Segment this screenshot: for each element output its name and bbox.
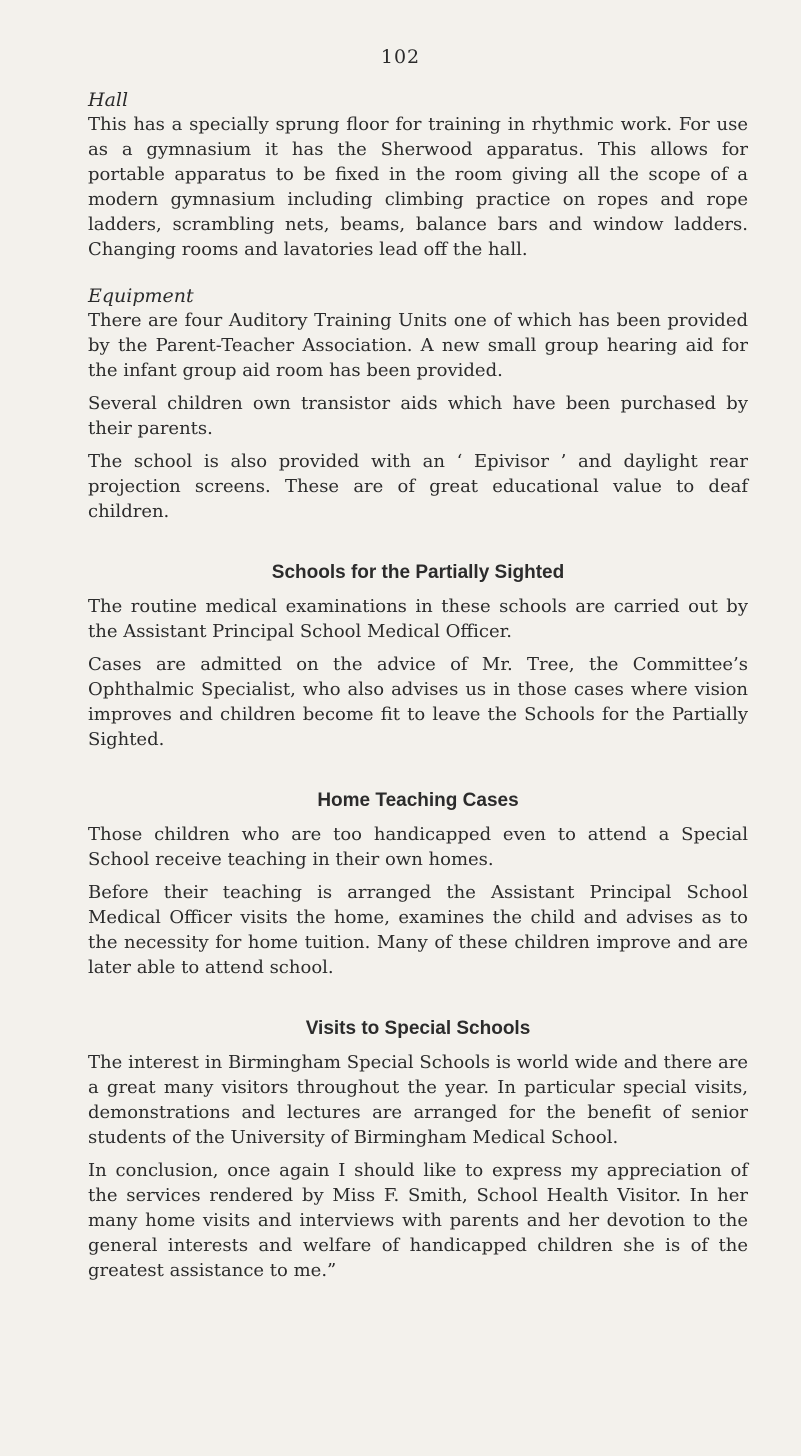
home-teaching-heading: Home Teaching Cases bbox=[317, 790, 519, 811]
hall-paragraph-1: This has a specially sprung floor for training in rhythmic work. For use as a gymnasium it has the Sherwood apparatus. This allows for portable apparatus to be fixed in the room giving all the scope of a modern gymnasium including climbing practice on ropes and rope ladders, scrambling nets, beams, balance bars and window ladders. Changing rooms and lavatories lead off the hall. bbox=[88, 114, 748, 260]
visits-paragraph-1: The interest in Birmingham Special Schools is world wide and there are a great many visitors throughout the year. In particular special visits, demonstrations and lectures are arranged for the benefit of senior students of the University of Birmingham Medical School. bbox=[88, 1052, 748, 1148]
equipment-paragraph-2: Several children own transistor aids which have been purchased by their parents. bbox=[88, 393, 748, 439]
page-content bbox=[88, 88, 748, 1283]
page-number: 102 bbox=[380, 46, 421, 68]
home-teaching-paragraph-2: Before their teaching is arranged the Assistant Principal School Medical Officer visits the home, examines the child and advises as to the necessity for home tuition. Many of these children improve and are later able to attend school. bbox=[88, 882, 748, 978]
equipment-paragraph-1: There are four Auditory Training Units one of which has been provided by the Parent-Teacher Association. A new small group hearing aid for the infant group aid room has been provided. bbox=[88, 310, 748, 381]
equipment-paragraph-3: The school is also provided with an ‘ Epivisor ’ and daylight rear projection screens. These are of great educational value to deaf children. bbox=[88, 451, 748, 522]
hall-subheading: Hall bbox=[88, 89, 129, 111]
partially-sighted-paragraph-1: The routine medical examinations in these schools are carried out by the Assistant Principal School Medical Officer. bbox=[88, 596, 748, 642]
partially-sighted-paragraph-2: Cases are admitted on the advice of Mr. Tree, the Committee’s Ophthalmic Specialist, who also advises us in those cases where vision improves and children become fit to leave the Schools for the Partially Sighted. bbox=[88, 654, 748, 750]
home-teaching-paragraph-1: Those children who are too handicapped even to attend a Special School receive teaching in their own homes. bbox=[88, 824, 748, 870]
visits-paragraph-2: In conclusion, once again I should like to express my appreciation of the services rendered by Miss F. Smith, School Health Visitor. In her many home visits and interviews with parents and her devotion to the general interests and welfare of handicapped children she is of the greatest assistance to me.” bbox=[88, 1160, 748, 1281]
visits-heading: Visits to Special Schools bbox=[305, 1018, 531, 1039]
equipment-subheading: Equipment bbox=[88, 285, 194, 307]
partially-sighted-heading: Schools for the Partially Sighted bbox=[271, 562, 565, 583]
